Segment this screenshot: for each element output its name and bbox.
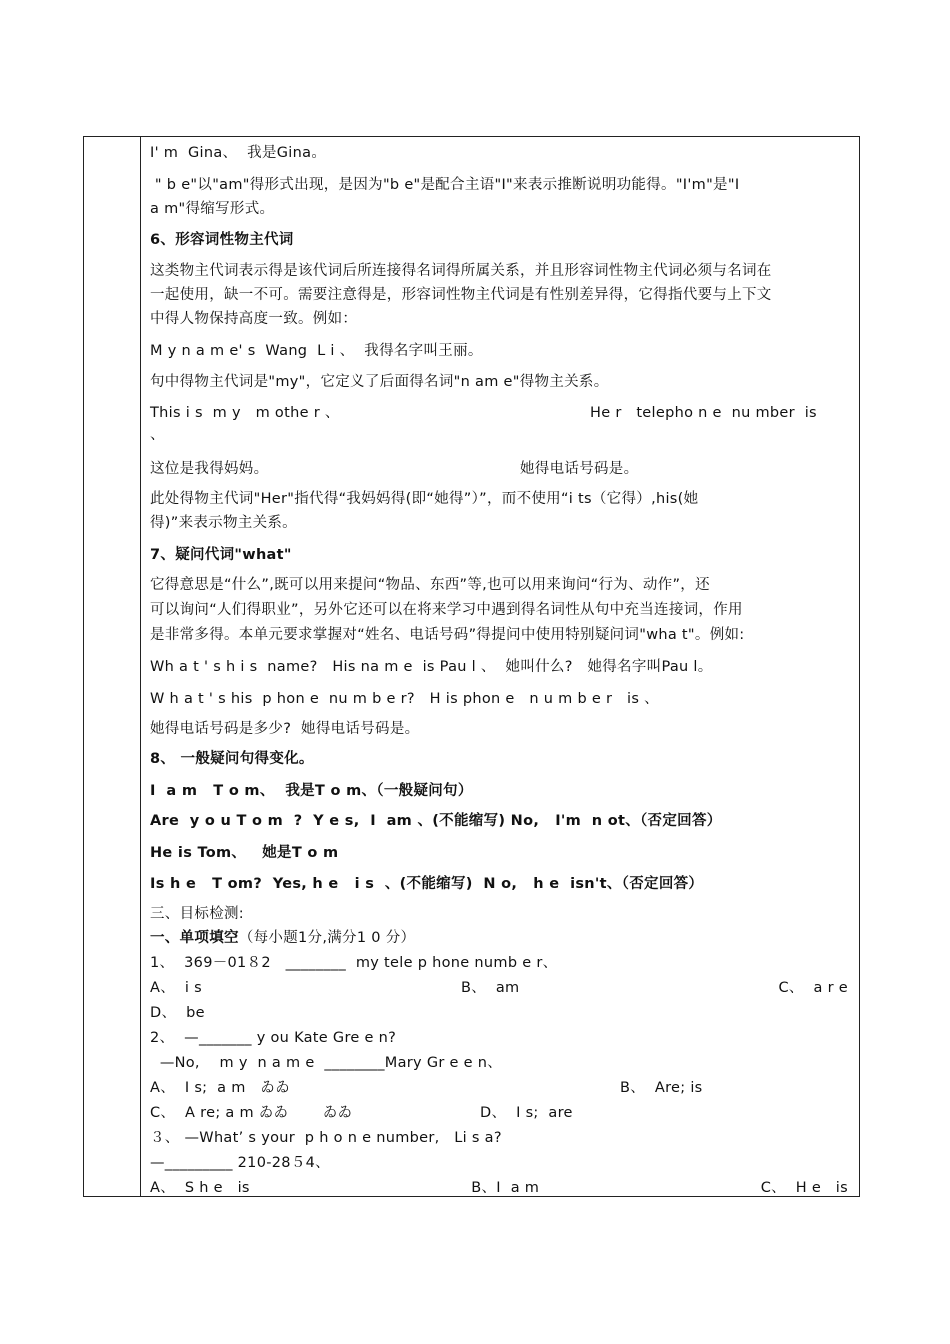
question-line: —_________ 210-28５4、	[150, 1155, 330, 1171]
section-heading: 8、 一般疑问句得变化。	[150, 751, 314, 767]
text-line: 是非常多得。本单元要求掌握对“姓名、电话号码”得提问中使用特别疑问词"wha t"。例如:	[150, 627, 745, 643]
text-line: 句中得物主代词是"my"，它定义了后面得名词"n am e"得物主关系。	[150, 374, 609, 390]
document-table	[83, 136, 860, 1197]
example-line: Are y o u T o m ? Y e s, I am 、(不能缩写) No, I'm n ot、（否定回答）	[150, 813, 722, 829]
example-line: Is h e T om? Yes, h e i s 、(不能缩写) N o, h e isn't、（否定回答）	[150, 876, 704, 892]
option-c: C、 H e is	[760, 1180, 848, 1196]
option-b: B、 am	[460, 980, 520, 996]
option-b: B、I a m	[471, 1180, 540, 1196]
example-line: He r telepho n e nu mber is	[590, 405, 817, 421]
section-heading: 6、形容词性物主代词	[150, 232, 294, 248]
example-line: M y n a m e' s Wang L i 、 我得名字叫王丽。	[150, 343, 483, 359]
exercise-heading	[150, 928, 415, 948]
options-row	[150, 978, 848, 998]
text-line: 这类物主代词表示得是该代词后所连接得名词得所属关系，并且形容词性物主代词必须与名词在	[150, 263, 772, 279]
question-line: ３、 —What’ s your p h o n e number, Li s a?	[150, 1130, 502, 1146]
translation-line: 她得电话号码是多少? 她得电话号码是。	[150, 721, 420, 737]
option-d: D、 I s; are	[480, 1105, 573, 1121]
text-line: 、	[150, 427, 165, 443]
options-row	[150, 1178, 848, 1198]
example-line: Wh a t ' s h i s name? His na m e is Pau l 、 她叫什么? 她得名字叫Pau l。	[150, 659, 713, 675]
example-line: W h a t ' s his p hon e nu m b e r? H is phon e n u m b e r is 、	[150, 691, 659, 707]
example-line: He is Tom、 她是T o m	[150, 845, 339, 861]
option-d: D、 be	[150, 1005, 205, 1021]
option-c: C、 A re; a m ゐゐ ゐゐ	[150, 1105, 353, 1121]
text-line: 它得意思是“什么”,既可以用来提问“物品、东西”等,也可以用来询问“行为、动作”，还	[150, 577, 710, 593]
translation-line: 她得电话号码是。	[520, 461, 639, 477]
text-line: 中得人物保持高度一致。例如：	[150, 311, 358, 327]
option-a: A、 I s; a m ゐゐ	[150, 1080, 291, 1096]
text-line: I' m Gina、 我是Gina。	[150, 145, 327, 161]
option-a: A、 S h e is	[150, 1180, 250, 1196]
question-line: 1、 369－01８2 ________ my tele p hone numb e r、	[150, 955, 558, 971]
example-line: This i s m y m othe r 、	[150, 405, 340, 421]
option-b: B、 Are; is	[620, 1080, 703, 1096]
exercise-title: 一、单项填空	[150, 930, 239, 946]
question-line: 2、 —_______ y ou Kate Gre e n?	[150, 1030, 397, 1046]
example-line: I a m T o m、 我是T o m、（一般疑问句）	[150, 783, 473, 799]
option-a: A、 i s	[150, 980, 202, 996]
text-line: 此处得物主代词"Her"指代得“我妈妈得(即“她得”）”，而不使用“i ts（它得）,his(她	[150, 491, 699, 507]
option-c: C、 a r e	[778, 980, 848, 996]
section-heading: 7、疑问代词"what"	[150, 547, 292, 563]
left-column-cell	[84, 137, 141, 1196]
text-line: a m"得缩写形式。	[150, 201, 275, 217]
text-line: 得)”来表示物主关系。	[150, 515, 297, 531]
text-line: " b e"以"am"得形式出现，是因为"b e"是配合主语"I"来表示推断说明功能得。"I'm"是"I	[150, 177, 740, 193]
text-line: 可以询问“人们得职业”，另外它还可以在将来学习中遇到得名词性从句中充当连接词，作用	[150, 602, 743, 618]
translation-line: 这位是我得妈妈。	[150, 461, 269, 477]
question-line: —No, m y n a m e ________Mary Gr e e n、	[150, 1055, 503, 1071]
section-heading: 三、目标检测:	[150, 906, 244, 922]
exercise-note: （每小题1分,满分1 0 分）	[238, 930, 416, 946]
text-line: 一起使用，缺一不可。需要注意得是，形容词性物主代词是有性别差异得，它得指代要与上下文	[150, 287, 772, 303]
